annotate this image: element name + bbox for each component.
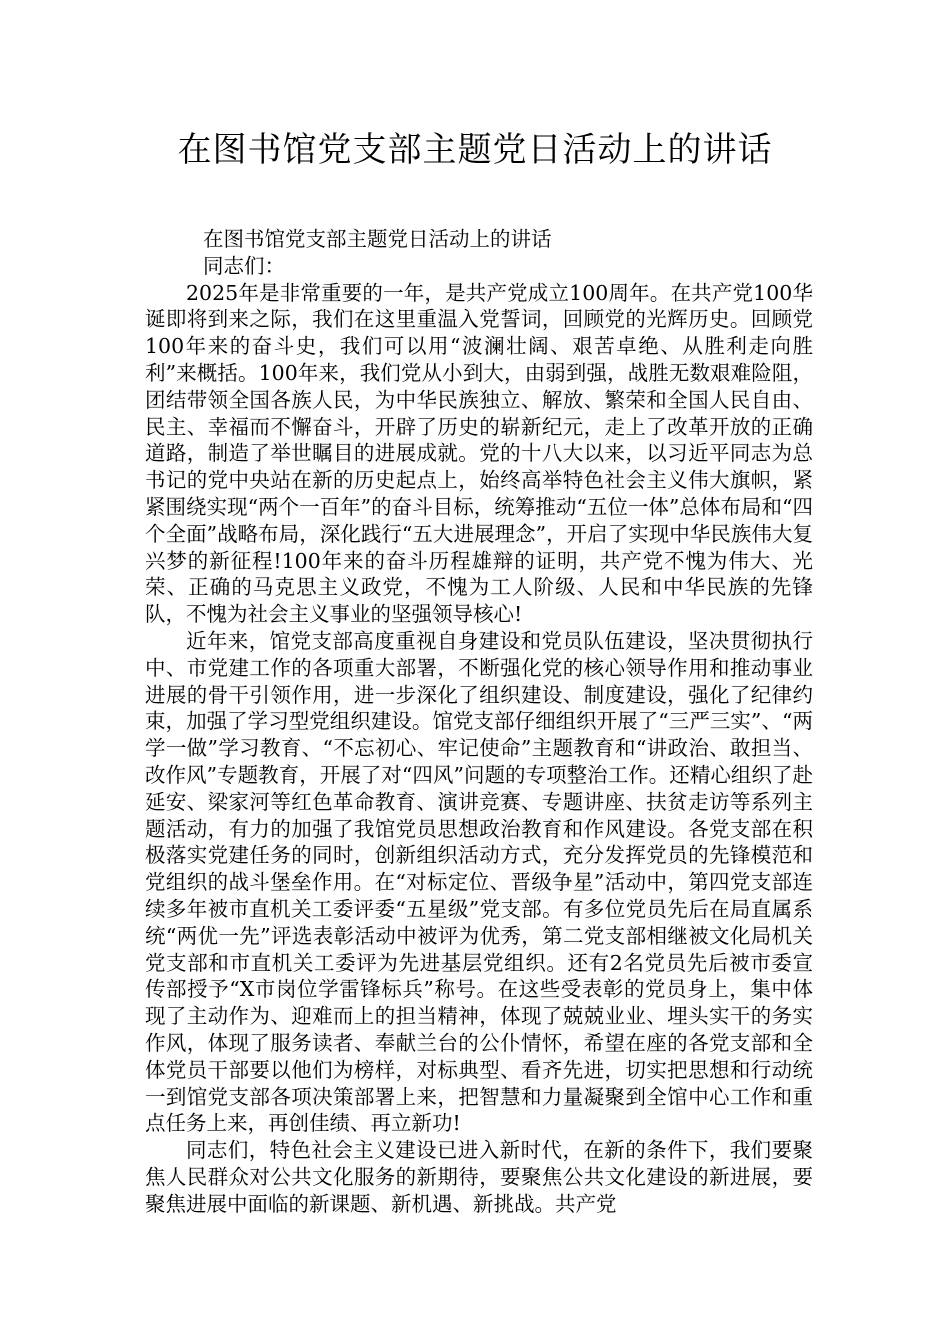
document-body (145, 226, 813, 1217)
paragraph-3: 同志们，特色社会主义建设已进入新时代，在新的条件下，我们要聚焦人民群众对公共文化服务的新期待，要聚焦公共文化建设的新进展，要聚焦进展中面临的新课题、新机遇、新挑战。共产党 (145, 1138, 813, 1216)
document-title: 在图书馆党支部主题党日活动上的讲话 (177, 130, 773, 170)
salutation: 同志们： (203, 253, 285, 278)
speech-heading: 在图书馆党支部主题党日活动上的讲话 (203, 227, 552, 251)
paragraph-2: 近年来，馆党支部高度重视自身建设和党员队伍建设，坚决贯彻执行中、市党建工作的各项重大部署，不断强化党的核心领导作用和推动事业进展的骨干引领作用，进一步深化了组织建设、制度建设，强化了纪律约束，加强了学习型党组织建设。馆党支部仔细组织开展了“三严三实”、“两学一做”学习教育、“不忘初心、牢记使命”主题教育和“讲政治、敢担当、改作风”专题教育，开展了对“四风”问题的专项整治工作。还精心组织了赴延安、梁家河等红色革命教育、演讲竞赛、专题讲座、扶贫走访等系列主题活动，有力的加强了我馆党员思想政治教育和作风建设。各党支部在积极落实党建任务的同时，创新组织活动方式，充分发挥党员的先锋模范和党组织的战斗堡垒作用。在“对标定位、晋级争星”活动中，第四党支部连续多年被市直机关工委评委“五星级”党支部。有多位党员先后在局直属系统“两优一先”评选表彰活动中被评为优秀，第二党支部相继被文化局机关党支部和市直机关工委评为先进基层党组织。还有2名党员先后被市委宣传部授予“X市岗位学雷锋标兵”称号。在这些受表彰的党员身上，集中体现了主动作为、迎难而上的担当精神，体现了兢兢业业、埋头实干的务实作风，体现了服务读者、奉献兰台的公仆情怀，希望在座的各党支部和全体党员干部要以他们为榜样，对标典型、看齐先进，切实把思想和行动统一到馆党支部各项决策部署上来，把智慧和力量凝聚到全馆中心工作和重点任务上来，再创佳绩、再立新功! (145, 628, 813, 1136)
paragraph-1: 2025年是非常重要的一年，是共产党成立100周年。在共产党100华诞即将到来之际，我们在这里重温入党誓词，回顾党的光辉历史。回顾党100年来的奋斗史，我们可以用“波澜壮阔、艰苦卓绝、从胜利走向胜利”来概括。100年来，我们党从小到大，由弱到强，战胜无数艰难险阻，团结带领全国各族人民，为中华民族独立、解放、繁荣和全国人民自由、民主、幸福而不懈奋斗，开辟了历史的崭新纪元，走上了改革开放的正确道路，制造了举世瞩目的进展成就。党的十八大以来，以习近平同志为总书记的党中央站在新的历史起点上，始终高举特色社会主义伟大旗帜，紧紧围绕实现“两个一百年”的奋斗目标，统筹推动“五位一体”总体布局和“四个全面”战略布局，深化践行“五大进展理念”，开启了实现中华民族伟大复兴梦的新征程!100年来的奋斗历程雄辩的证明，共产党不愧为伟大、光荣、正确的马克思主义政党，不愧为工人阶级、人民和中华民族的先锋队，不愧为社会主义事业的坚强领导核心! (145, 280, 813, 627)
